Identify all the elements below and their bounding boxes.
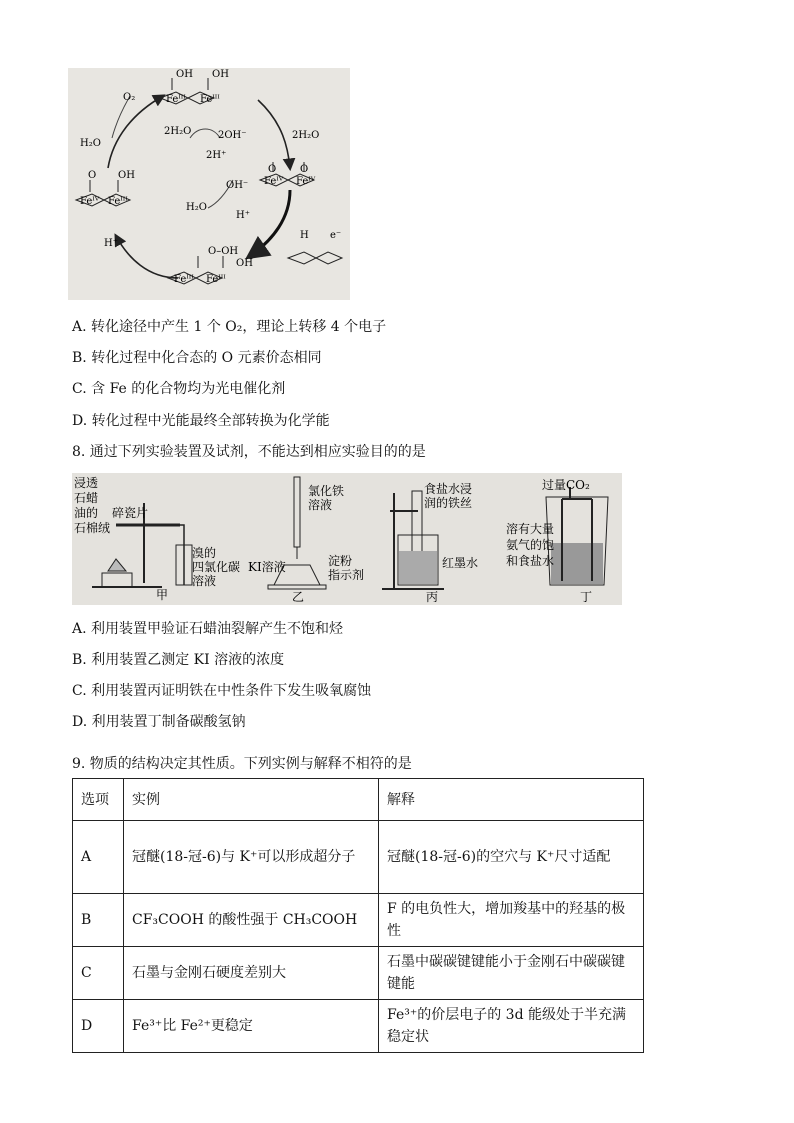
yi-fecl3-label-1: 氯化铁: [308, 484, 345, 498]
caption-yi: 乙: [292, 590, 305, 604]
q7-option-a: A. 转化途径中产生 1 个 O₂，理论上转移 4 个电子: [72, 319, 387, 335]
row-d-explanation: Fe³⁺的价层电子的 3d 能级处于半充满稳定状: [379, 1000, 644, 1053]
label-fe-top-2: Feᴵᴵᴵ: [200, 94, 220, 105]
cycle-arrow-1: [258, 100, 290, 168]
bing-wire-label-1: 食盐水浸: [424, 482, 473, 496]
label-fe-right-1: Feᴵⱽ: [264, 176, 284, 187]
molecule-bottom-right: [288, 252, 342, 264]
caption-bing: 丙: [426, 590, 439, 604]
label-fe-right-2: Feᴵⱽ: [296, 176, 316, 187]
row-c-explanation: 石墨中碳碳键键能小于金刚石中碳碳键键能: [379, 947, 644, 1000]
label-fe-bottom-2: Feᴵᴵᴵ: [206, 274, 226, 285]
row-a-option: A: [73, 821, 124, 894]
jia-label-3: 油的: [74, 506, 99, 520]
row-d-option: D: [73, 1000, 124, 1053]
table-row: [73, 821, 644, 894]
jia-label-2: 石蜡: [74, 491, 99, 505]
label-h2o-top: H₂O: [80, 138, 101, 149]
oh-side-arrow: [190, 129, 220, 138]
caption-ding: 丁: [580, 590, 593, 604]
label-fe-top-1: Feᴵᴵᴵ: [166, 94, 186, 105]
apparatus-diagram: [72, 473, 622, 605]
catalytic-cycle-figure: [68, 68, 350, 300]
row-b-example: CF₃COOH 的酸性强于 CH₃COOH: [124, 894, 379, 947]
table-row: [73, 947, 644, 1000]
label-oh-1: OH: [176, 69, 193, 80]
label-fe-left-1: Feᴵⱽ: [80, 196, 100, 207]
label-2h: 2H⁺: [206, 150, 227, 161]
apparatus-figure: [72, 473, 622, 605]
cycle-arrow-2: [250, 190, 290, 256]
ding-co2-label: 过量CO₂: [542, 478, 590, 492]
label-2h2o-right: 2H₂O: [292, 130, 320, 141]
ding-sol-label-3: 和食盐水: [506, 554, 555, 568]
label-2oh: 2OH⁻: [218, 130, 247, 141]
jia-label-1: 浸透: [74, 476, 99, 490]
ding-sol-label-1: 溶有大量: [506, 522, 555, 536]
bing-ink-label: 红墨水: [442, 556, 479, 570]
label-oh-3: OH: [236, 258, 253, 269]
table-row: [73, 894, 644, 947]
label-o-2: O: [300, 164, 309, 175]
label-o-oh: O–OH: [208, 246, 239, 257]
q9-stem: 9. 物质的结构决定其性质。下列实例与解释不相符的是: [72, 756, 412, 772]
q7-option-b: B. 转化过程中化合态的 O 元素价态相同: [72, 350, 322, 366]
label-fe-left-2: Feᴵᴵᴵ: [108, 196, 128, 207]
header-option: 选项: [73, 779, 124, 821]
yi-ki-label: KI溶液: [248, 560, 286, 574]
q8-option-d: D. 利用装置丁制备碳酸氢钠: [72, 714, 246, 730]
q8-option-b: B. 利用装置乙测定 KI 溶液的浓度: [72, 652, 285, 668]
yi-starch-label-2: 指示剂: [328, 568, 365, 582]
row-c-example: 石墨与金刚石硬度差别大: [124, 947, 379, 1000]
label-o-1: O: [268, 164, 277, 175]
label-o-left: O: [88, 170, 97, 181]
q7-option-d: D. 转化过程中光能最终全部转换为化学能: [72, 413, 330, 429]
label-oh-minus: OH⁻: [226, 180, 249, 191]
bing-wire-label-2: 润的铁丝: [424, 496, 473, 510]
q7-option-c: C. 含 Fe 的化合物均为光电催化剂: [72, 381, 286, 397]
row-a-explanation: 冠醚(18-冠-6)的空穴与 K⁺尺寸适配: [379, 821, 644, 894]
label-fe-bottom-1: Feᴵᴵᴵ: [174, 274, 194, 285]
header-example: 实例: [124, 779, 379, 821]
label-o2: O₂: [123, 92, 136, 103]
q8-option-c: C. 利用装置丙证明铁在中性条件下发生吸氧腐蚀: [72, 683, 372, 699]
jia-label-4: 石棉绒: [74, 521, 111, 535]
row-b-explanation: F 的电负性大，增加羧基中的羟基的极性: [379, 894, 644, 947]
table-header-row: [73, 779, 644, 821]
catalytic-cycle-diagram: [68, 68, 350, 300]
label-h-plus-left: H⁺: [104, 238, 118, 249]
caption-jia: 甲: [156, 588, 169, 602]
apparatus-ding: [546, 487, 608, 585]
yi-fecl3-label-2: 溶液: [308, 498, 333, 512]
cycle-arrow-3: [116, 236, 178, 278]
q9-table: [72, 778, 644, 1053]
row-c-option: C: [73, 947, 124, 1000]
jia-br2-label-1: 溴的: [192, 546, 217, 560]
label-oh-2: OH: [212, 69, 229, 80]
label-h-plus-mid: H⁺: [236, 210, 250, 221]
ding-sol-label-2: 氨气的饱: [506, 538, 555, 552]
cycle-arrow-4: [108, 96, 163, 168]
label-h: H: [300, 230, 309, 241]
yi-starch-label-1: 淀粉: [328, 554, 353, 568]
label-2h2o-left: 2H₂O: [164, 126, 192, 137]
label-h2o-mid: H₂O: [186, 202, 207, 213]
header-explanation: 解释: [379, 779, 644, 821]
row-b-option: B: [73, 894, 124, 947]
table-row: [73, 1000, 644, 1053]
row-d-example: Fe³⁺比 Fe²⁺更稳定: [124, 1000, 379, 1053]
label-e-minus: e⁻: [330, 230, 342, 241]
jia-br2-label-3: 溶液: [192, 574, 217, 588]
q8-stem: 8. 通过下列实验装置及试剂，不能达到相应实验目的的是: [72, 444, 426, 460]
label-oh-left: OH: [118, 170, 135, 181]
jia-broken-porcelain: 碎瓷片: [112, 506, 149, 520]
row-a-example: 冠醚(18-冠-6)与 K⁺可以形成超分子: [124, 821, 379, 894]
jia-br2-label-2: 四氯化碳: [192, 560, 241, 574]
q8-option-a: A. 利用装置甲验证石蜡油裂解产生不饱和烃: [72, 621, 344, 637]
